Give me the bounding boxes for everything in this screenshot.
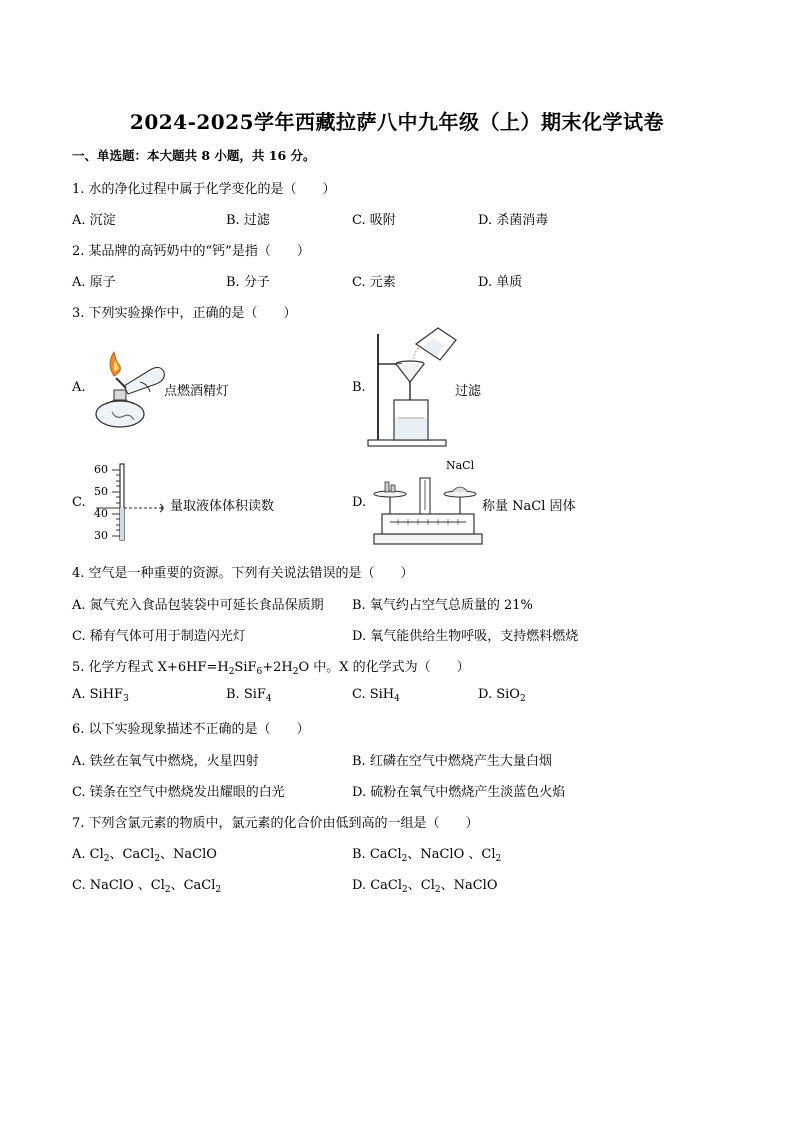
question-1-stem: 1. 水的净化过程中属于化学变化的是（ ） bbox=[72, 182, 336, 197]
q4-option-c: C. 稀有气体可用于制造闪光灯 bbox=[72, 629, 246, 644]
q3-fig-a-letter: A. bbox=[72, 380, 86, 395]
q5-option-c: C. SiH$_4$ bbox=[352, 687, 400, 704]
q5-option-b: B. SiF$_4$ bbox=[226, 687, 272, 704]
q3-fig-d-letter: D. bbox=[352, 495, 367, 510]
q3-fig-b-letter: B. bbox=[352, 380, 366, 395]
cylinder-tick-40: 40 bbox=[94, 507, 108, 520]
balance-nacl-tag: NaCl bbox=[446, 459, 475, 472]
q6-option-c: C. 镁条在空气中燃烧发出耀眼的白光 bbox=[72, 785, 285, 800]
q7-option-a: A. $Cl_2$、CaCl$_2$、NaClO bbox=[72, 847, 217, 864]
q5-option-a: A. SiHF$_3$ bbox=[72, 687, 129, 704]
q2-option-b: B. 分子 bbox=[226, 275, 270, 290]
q4-option-d: D. 氧气能供给生物呼吸，支持燃料燃烧 bbox=[352, 629, 579, 644]
page-title: 2024-2025学年西藏拉萨八中九年级（上）期末化学试卷 bbox=[129, 110, 665, 134]
q6-option-b: B. 红磷在空气中燃烧产生大量白烟 bbox=[352, 754, 552, 769]
q2-option-d: D. 单质 bbox=[478, 275, 523, 290]
question-3-stem: 3. 下列实验操作中，正确的是（ ） bbox=[72, 306, 297, 321]
q3-fig-c-letter: C. bbox=[72, 495, 86, 510]
q7-option-d: D. CaCl$_2$、$Cl_2$、NaClO bbox=[352, 878, 498, 895]
q7-option-b: B. CaCl$_2$、NaClO 、$Cl_2$ bbox=[352, 847, 502, 864]
alcohol-lamp-illustration bbox=[88, 342, 168, 434]
q3-fig-d-caption: 称量 NaCl 固体 bbox=[482, 499, 576, 514]
q6-option-a: A. 铁丝在氧气中燃烧，火星四射 bbox=[72, 754, 259, 769]
q4-option-a: A. 氮气充入食品包装袋中可延长食品保质期 bbox=[72, 598, 324, 613]
cylinder-tick-60: 60 bbox=[94, 463, 108, 476]
q1-option-b: B. 过滤 bbox=[226, 213, 270, 228]
q3-fig-c-caption: 量取液体体积读数 bbox=[170, 499, 275, 514]
q1-option-a: A. 沉淀 bbox=[72, 213, 116, 228]
q3-fig-a-caption: 点燃酒精灯 bbox=[164, 384, 230, 399]
q5-option-d: D. SiO$_2$ bbox=[478, 687, 526, 704]
q6-option-d: D. 硫粉在氧气中燃烧产生淡蓝色火焰 bbox=[352, 785, 566, 800]
section-heading: 一、单选题：本大题共 8 小题，共 16 分。 bbox=[72, 148, 316, 163]
question-7-stem: 7. 下列含氯元素的物质中，氯元素的化合价由低到高的一组是（ ） bbox=[72, 816, 479, 831]
q2-option-c: C. 元素 bbox=[352, 275, 396, 290]
q4-option-b: B. 氧气约占空气总质量的 21% bbox=[352, 598, 533, 613]
q2-option-a: A. 原子 bbox=[72, 275, 116, 290]
q7-option-c: C. NaClO 、$Cl_2$、CaCl$_2$ bbox=[72, 878, 222, 895]
question-6-stem: 6. 以下实验现象描述不正确的是（ ） bbox=[72, 722, 310, 737]
q1-option-d: D. 杀菌消毒 bbox=[478, 213, 549, 228]
q3-fig-b-caption: 过滤 bbox=[455, 384, 482, 399]
filtration-illustration bbox=[364, 326, 460, 450]
question-2-stem: 2. 某品牌的高钙奶中的“钙”是指（ ） bbox=[72, 244, 310, 259]
balance-illustration bbox=[368, 470, 484, 546]
cylinder-tick-30: 30 bbox=[94, 529, 108, 542]
question-5-stem: 5. 化学方程式 $X+6HF=H_2SiF_6+2H_2O$ 中。X 的化学式为（ ） bbox=[72, 660, 470, 677]
cylinder-tick-50: 50 bbox=[94, 485, 108, 498]
question-4-stem: 4. 空气是一种重要的资源。下列有关说法错误的是（ ） bbox=[72, 566, 414, 581]
q1-option-c: C. 吸附 bbox=[352, 213, 396, 228]
